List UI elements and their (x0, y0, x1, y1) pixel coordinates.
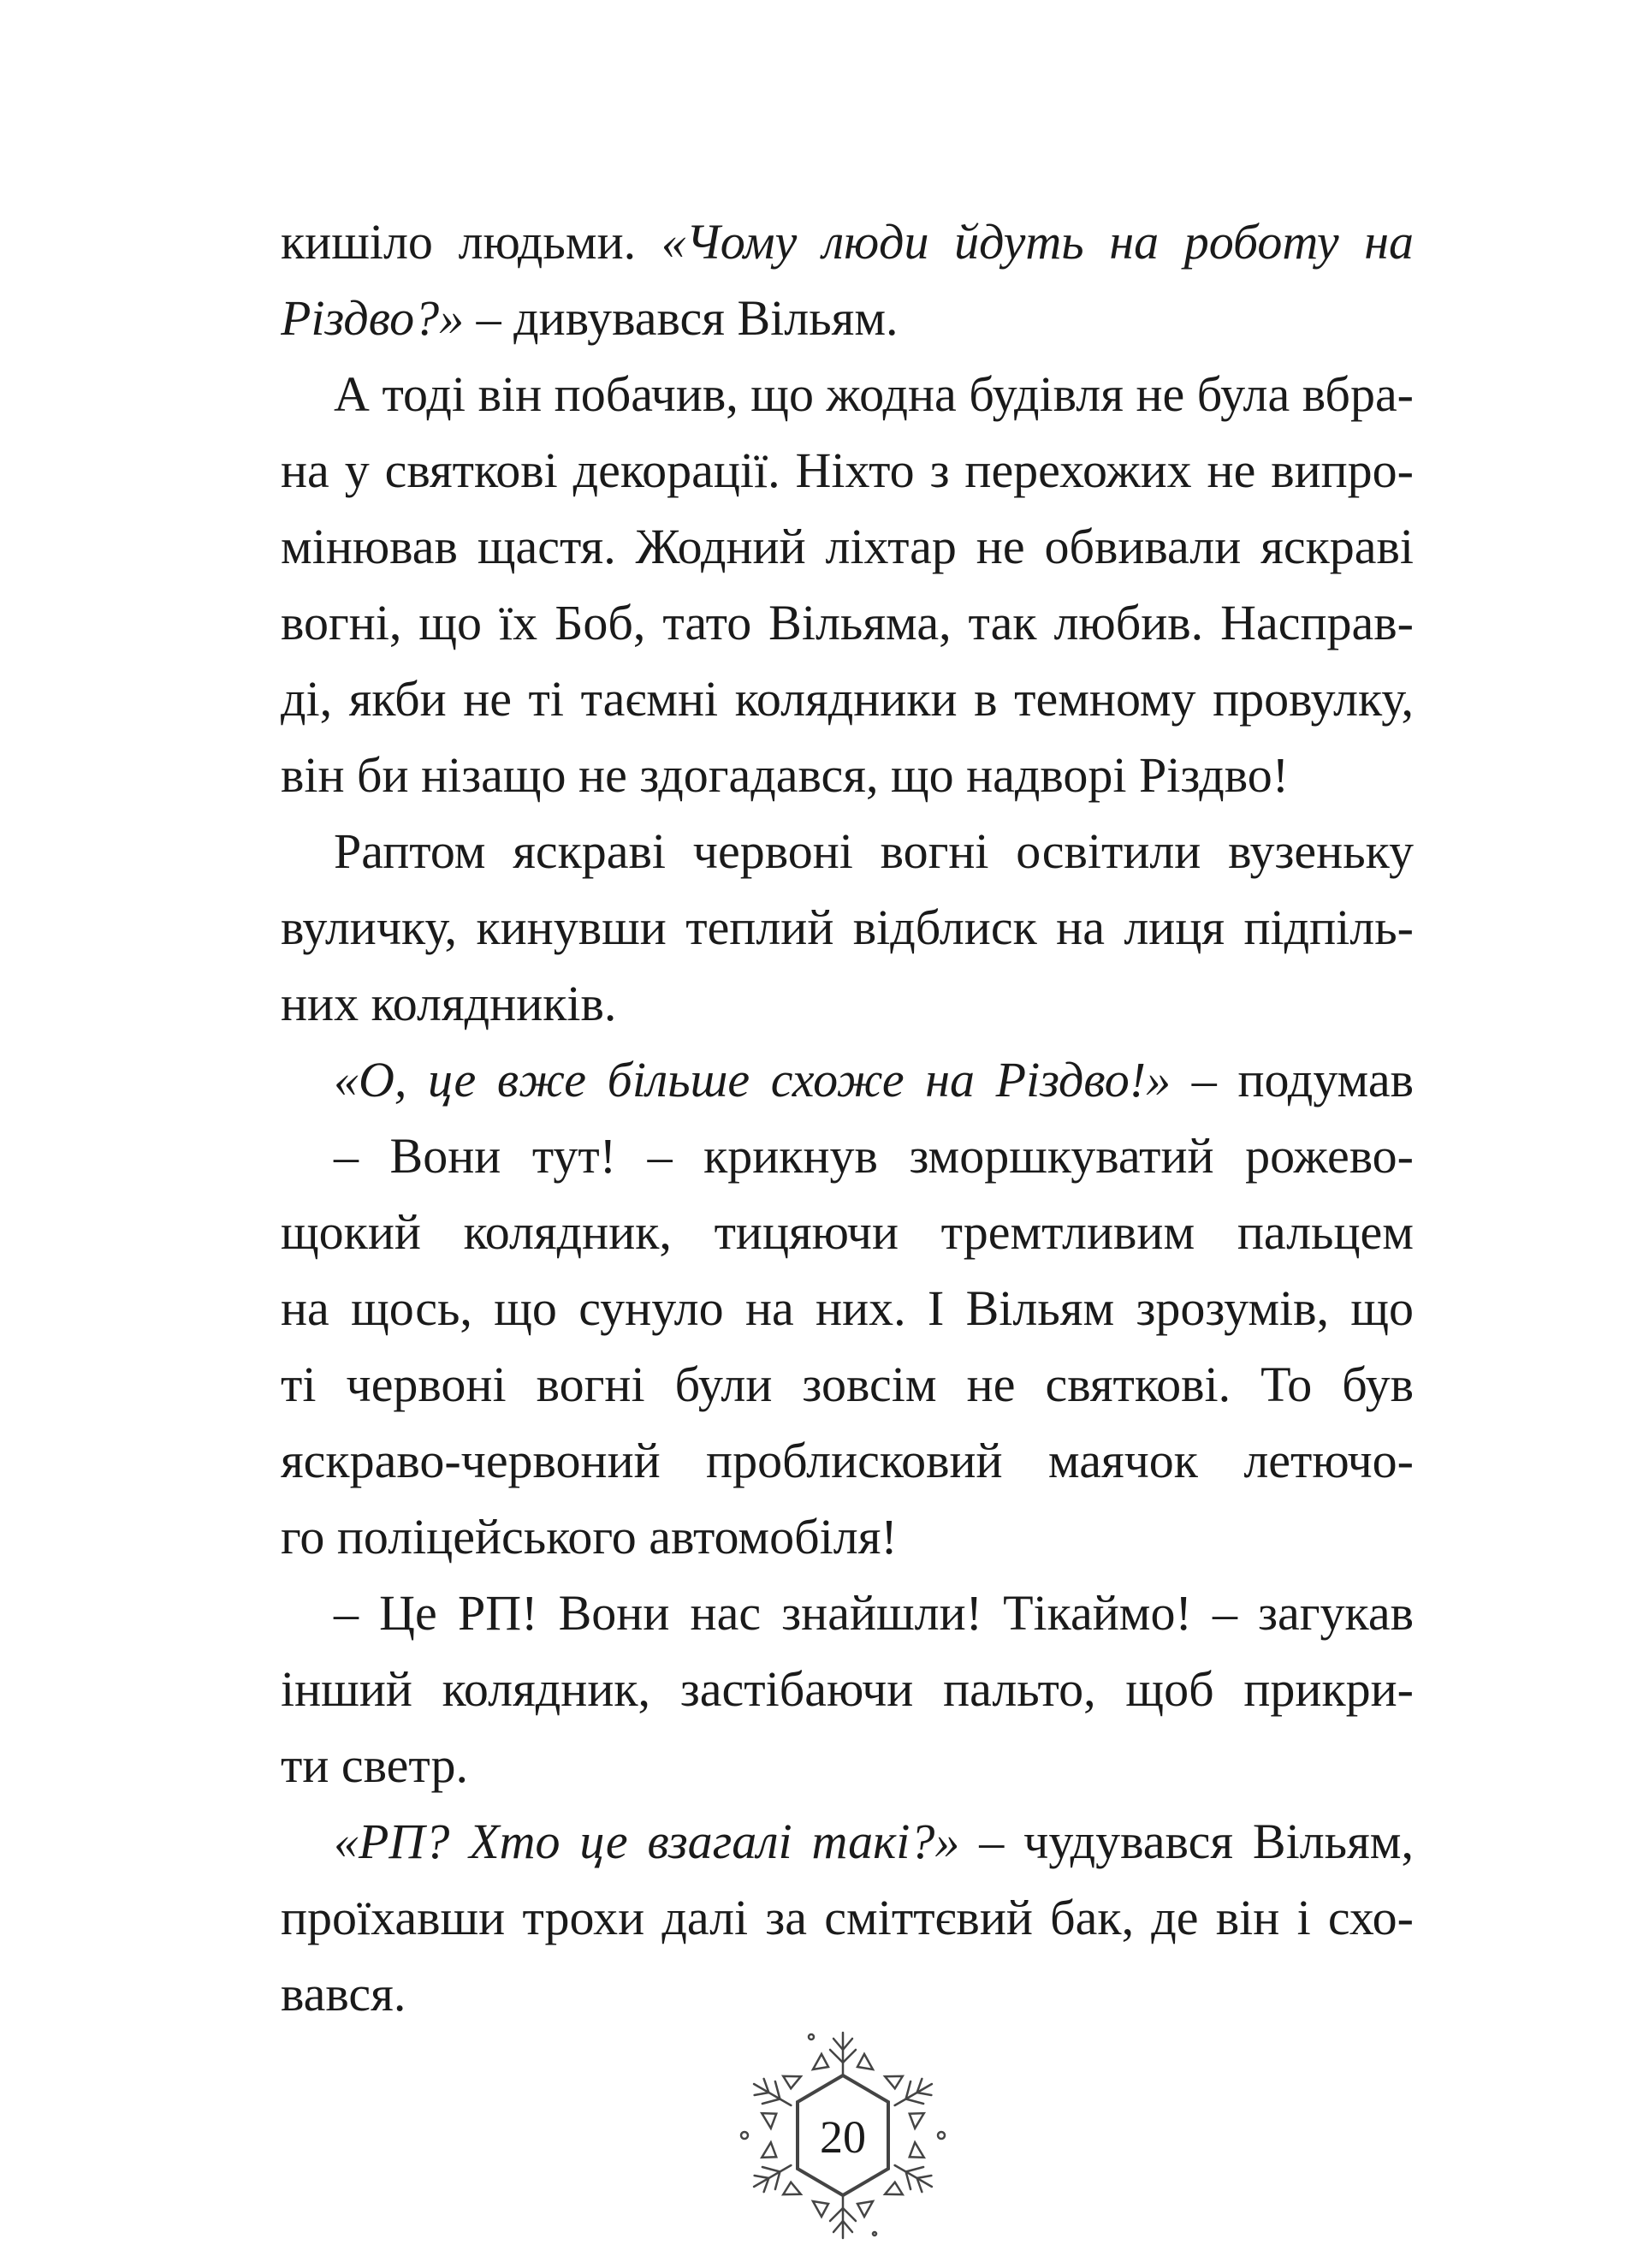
text-segment: мінював щастя. Жодний ліхтар не обвивали яскраві (281, 519, 1414, 574)
text-line (281, 432, 1414, 508)
text-line (281, 1042, 1414, 1118)
text-line (281, 1727, 1414, 1803)
text-line (281, 280, 1414, 356)
italic-text-segment: Різдво?» (281, 290, 465, 346)
text-line (281, 965, 1414, 1042)
text-segment: – дивувався Вільям. (464, 290, 899, 346)
text-line (281, 737, 1414, 813)
text-line (281, 1575, 1414, 1651)
text-segment: А тоді він побачив, що жодна будівля не була вбра- (334, 366, 1414, 422)
text-segment: ді, якби не ті таємні колядники в темному провулку, (281, 671, 1414, 727)
text-line (281, 204, 1414, 280)
text-line (281, 356, 1414, 432)
page-number: 20 (820, 2111, 866, 2163)
text-segment: яскраво-червоний проблисковий маячок летючо- (281, 1433, 1414, 1488)
text-segment: Раптом яскраві червоні вогні освітили вузеньку (334, 823, 1414, 879)
text-line (281, 1651, 1414, 1727)
text-segment: – чудувався Вільям, (959, 1814, 1414, 1869)
text-segment: вуличку, кинувши теплий відблиск на лиця підпіль- (281, 899, 1414, 955)
text-line (281, 1803, 1414, 1879)
text-line (281, 1270, 1414, 1346)
text-line (281, 889, 1414, 965)
text-line (281, 1499, 1414, 1575)
text-segment: го поліцейського автомобіля! (281, 1509, 898, 1564)
text-segment: ті червоні вогні були зовсім не святкові. То був (281, 1357, 1414, 1412)
text-segment: він би нізащо не здогадався, що надворі Різдво! (281, 747, 1290, 803)
text-line (281, 1422, 1414, 1499)
text-segment: – подумав (1191, 1052, 1414, 1107)
text-line (281, 508, 1414, 585)
text-line (281, 1118, 1414, 1194)
text-segment: – Вони тут! – крикнув зморшкуватий рожево- (334, 1128, 1414, 1184)
text-line (281, 585, 1414, 661)
text-segment: щокий колядник, тицяючи тремтливим пальцем (281, 1204, 1414, 1260)
text-segment: на у святкові декорації. Ніхто з перехожих не випро- (281, 442, 1414, 498)
text-segment: – Це РП! Вони нас знайшли! Тікаймо! – загукав (334, 1585, 1414, 1641)
text-line (281, 1346, 1414, 1422)
text-line (281, 661, 1414, 737)
text-line (281, 1956, 1414, 2032)
italic-text-segment: «Чому люди йдуть на роботу на (661, 214, 1414, 270)
text-segment: кишіло людьми. (281, 214, 661, 270)
text-line (281, 813, 1414, 889)
text-segment: вався. (281, 1966, 406, 2022)
text-segment: на щось, що сунуло на них. І Вільям зрозумів, що (281, 1280, 1414, 1336)
page-body-text (281, 204, 1414, 2032)
text-line (281, 1879, 1414, 1956)
text-segment: них колядників. (281, 976, 617, 1031)
text-segment: проїхавши трохи далі за сміттєвий бак, де він і схо- (281, 1890, 1414, 1945)
italic-text-segment: «РП? Хто це взагалі такі?» (334, 1814, 960, 1869)
text-segment: інший колядник, застібаючи пальто, щоб прикри- (281, 1661, 1414, 1717)
text-segment: вогні, що їх Боб, тато Вільяма, так любив. Насправ- (281, 595, 1414, 650)
text-line (281, 1194, 1414, 1270)
text-segment: ти светр. (281, 1737, 468, 1793)
italic-text-segment: «О, це вже більше схоже на Різдво!» (334, 1052, 1171, 1107)
